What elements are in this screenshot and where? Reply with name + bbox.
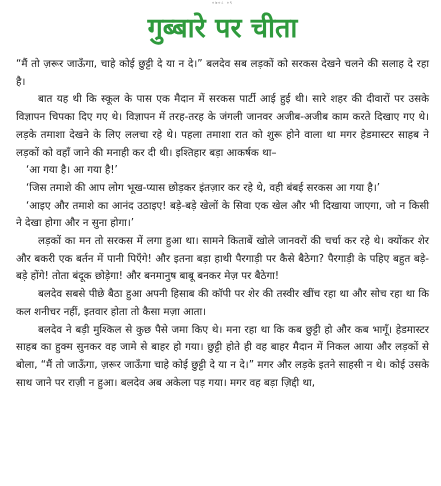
paragraph-ad-line-2: ‘जिस तमाशे की आप लोग भूख-प्यास छोड़कर इंतज़ार कर रहे थे, वही बंबई सरकस आ गया है।’ bbox=[26, 181, 380, 194]
page-header-mark: ०७०८ ०९ bbox=[212, 0, 233, 5]
paragraph-ad-line-3: ‘आइए और तमाशे का आनंद उठाइए! बड़े-बड़े खेलों के सिवा एक खेल और भी दिखाया जाएगा, जो न किसी ने देखा होगा और न सुना होगा।’ bbox=[16, 199, 429, 230]
paragraph-circus-background: बात यह थी कि स्कूल के पास एक मैदान में सरकस पार्टी आई हुई थी। सारे शहर की दीवारों पर उसके विज्ञापन चिपका दिए गए थे। विज्ञापन में तरह-तरह के जंगली जानवर अजीब-अजीब काम करते दिखाए गए थे। लड़के तमाशा देखने के लिए ललचा रहे थे। पहला तमाशा रात को शुरू होने वाला था मगर हेडमास्टर साहब ने लड़कों को वहाँ जाने की मनाही कर दी थी। इश्तिहार बड़ा आकर्षक था– bbox=[16, 93, 429, 159]
paragraph-baldev-drawing: बलदेव सबसे पीछे बैठा हुआ अपनी हिसाब की कॉपी पर शेर की तस्वीर खींच रहा था और सोच रहा था कि कल शनीचर नहीं, इतवार होता तो कैसा मज़ा आता। bbox=[16, 288, 429, 318]
chapter-title: गुब्बारे पर चीता bbox=[147, 13, 298, 44]
paragraph-baldev-decision: बलदेव ने बड़ी मुश्किल से कुछ पैसे जमा किए थे। मना रहा था कि कब छुट्टी हो और कब भागूँ। हेडमास्टर साहब का हुक्म सुनकर वह जामे से बाहर हो गया। छुट्टी होते ही वह बाहर मैदान में निकल आया और लड़कों से बोला, “मैं तो जाऊँगा, ज़रूर जाऊँगा चाहे कोई छुट्टी दे या न दे।” मगर और लड़के इतने साहसी न थे। कोई उसके साथ जाने पर राज़ी न हुआ। बलदेव अब अकेला पड़ गया। मगर वह बड़ा ज़िद्दी था, bbox=[16, 323, 429, 389]
paragraph-boys-imagination: लड़कों का मन तो सरकस में लगा हुआ था। सामने किताबें खोले जानवरों की चर्चा कर रहे थे। क्योंकर शेर और बकरी एक बर्तन में पानी पिएँगे! और इतना बड़ा हाथी पैरगाड़ी पर कैसे बैठेगा? पैरगाड़ी के पहिए बहुत बड़े-बड़े होंगे! तोता बंदूक छोड़ेगा! और बनमानुष बाबू बनकर मेज़ पर बैठेगा! bbox=[16, 235, 429, 283]
paragraph-ad-line-1: ‘आ गया है। आ गया है!’ bbox=[26, 164, 118, 177]
paragraph-opening-quote: “मैं तो ज़रूर जाऊँगा, चाहे कोई छुट्टी दे या न दे।” बलदेव सब लड़कों को सरकस देखने चलने की सलाह दे रहा है। bbox=[16, 58, 429, 88]
